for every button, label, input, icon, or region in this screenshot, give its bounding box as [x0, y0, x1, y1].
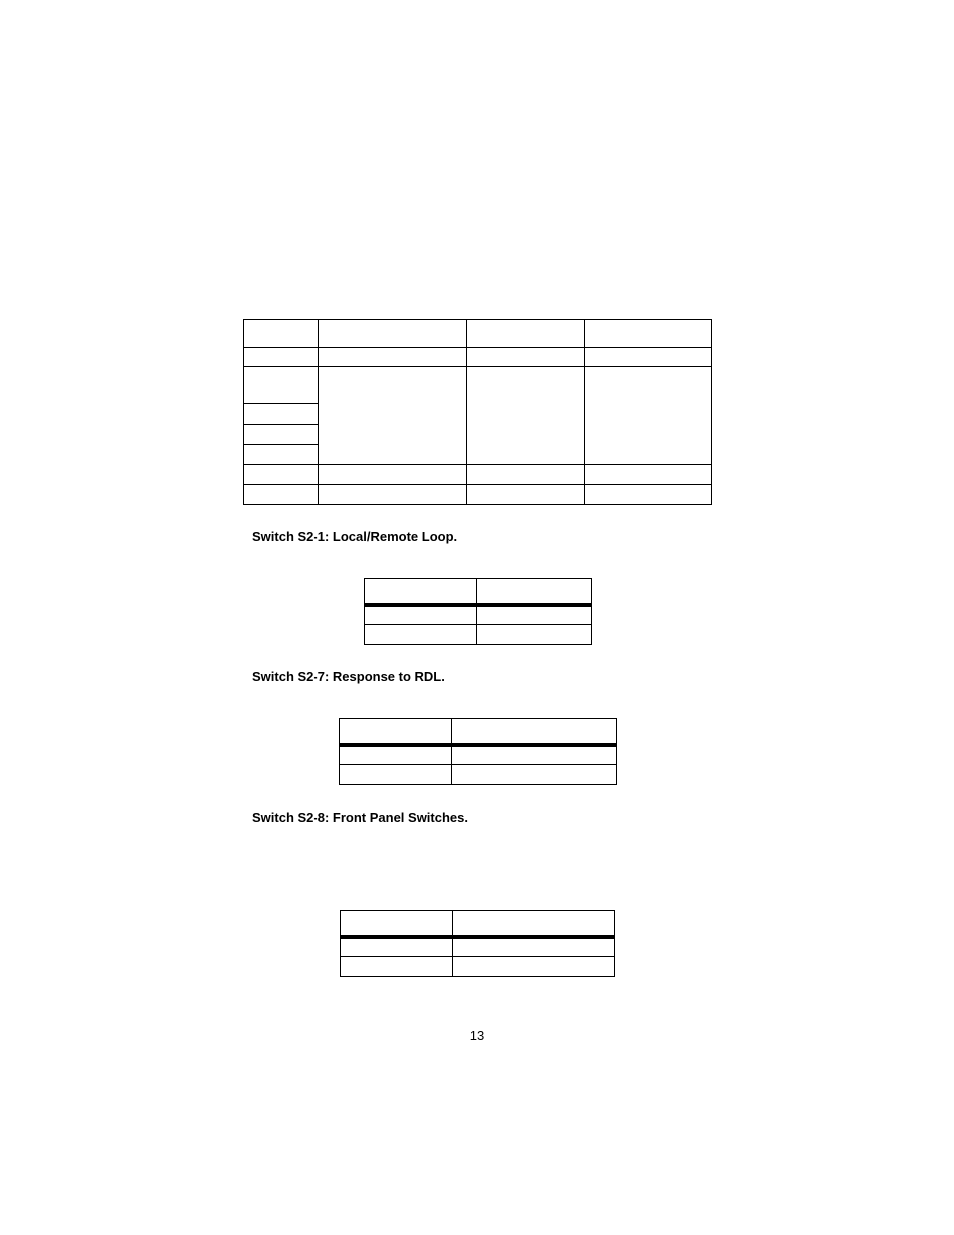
table-cell — [477, 605, 592, 625]
table-cell — [453, 911, 615, 937]
table-cell — [319, 348, 467, 367]
table-cell — [244, 320, 319, 348]
caption-s2-1: Switch S2-1: Local/Remote Loop. — [252, 529, 458, 544]
s2-7-table — [339, 718, 617, 785]
s2-8-table — [340, 910, 615, 977]
table-row — [365, 625, 592, 645]
table-cell — [340, 719, 452, 745]
table-cell — [319, 367, 467, 465]
table-cell — [453, 957, 615, 977]
table-row — [340, 765, 617, 785]
table-cell — [477, 579, 592, 605]
table-cell — [341, 937, 453, 957]
table-cell — [341, 957, 453, 977]
table-cell — [467, 348, 585, 367]
table-cell — [453, 937, 615, 957]
s2-1-table — [364, 578, 592, 645]
page-number: 13 — [469, 1028, 485, 1043]
table-cell — [319, 320, 467, 348]
table-row — [244, 485, 712, 505]
table-cell — [585, 367, 712, 465]
table-cell — [319, 465, 467, 485]
table-cell — [467, 367, 585, 465]
table-cell — [585, 465, 712, 485]
table-cell — [477, 625, 592, 645]
table-cell — [244, 348, 319, 367]
table-cell — [365, 625, 477, 645]
table-row — [244, 465, 712, 485]
table-cell — [467, 465, 585, 485]
table-row — [244, 320, 712, 348]
table-cell — [244, 425, 319, 445]
table-row — [341, 937, 615, 957]
table-header-row — [341, 911, 615, 937]
table-cell — [244, 445, 319, 465]
table-row — [244, 367, 712, 404]
caption-s2-8: Switch S2-8: Front Panel Switches. — [252, 810, 468, 825]
table-cell — [244, 404, 319, 425]
table-cell — [244, 367, 319, 404]
table-cell — [341, 911, 453, 937]
table-row — [340, 745, 617, 765]
table-cell — [585, 348, 712, 367]
table-header-row — [340, 719, 617, 745]
table-cell — [365, 579, 477, 605]
table-cell — [452, 719, 617, 745]
table-row — [244, 348, 712, 367]
table-cell — [585, 320, 712, 348]
table-cell — [340, 745, 452, 765]
caption-s2-7: Switch S2-7: Response to RDL. — [252, 669, 445, 684]
table-cell — [244, 465, 319, 485]
table-cell — [467, 485, 585, 505]
table-cell — [365, 605, 477, 625]
table-cell — [585, 485, 712, 505]
table-cell — [452, 765, 617, 785]
table-header-row — [365, 579, 592, 605]
table-cell — [319, 485, 467, 505]
table-row — [341, 957, 615, 977]
table-row — [365, 605, 592, 625]
table-cell — [244, 485, 319, 505]
table-cell — [467, 320, 585, 348]
table-cell — [340, 765, 452, 785]
switch-settings-table — [243, 319, 712, 505]
table-cell — [452, 745, 617, 765]
